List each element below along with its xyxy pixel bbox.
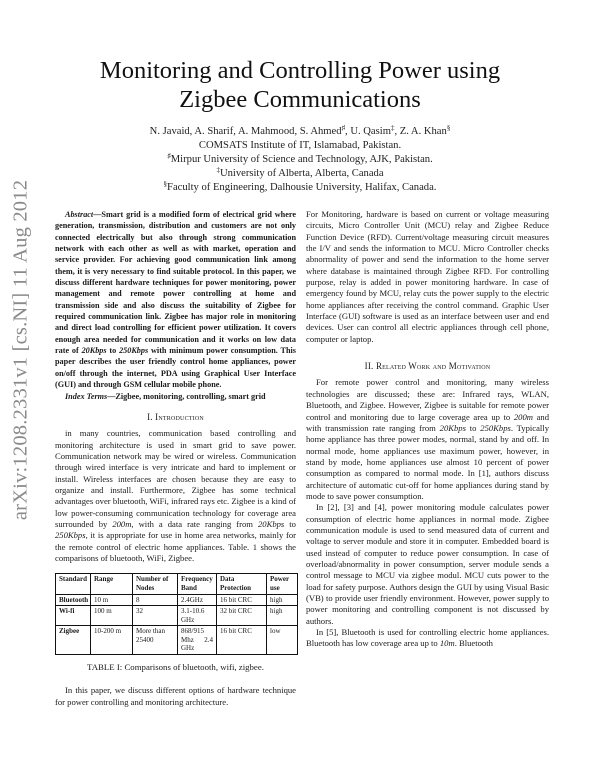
intro-paragraph-2: In this paper, we discuss different options of hardware technique for power controlling and monitoring architecture. — [55, 685, 296, 707]
abstract-text: Smart grid is a modified form of electrical grid where generation, transmission, distribution and customers are not only connected electrically but also through strong communication network with each other as well as with market, operation and service provider. For achieving good communication link among them, it is very necessary to find suitable protocol. In this paper, we discuss different hardware techniques for power monitoring, power management and remote power controlling at home and transmission side and also discuss the suitability of Zigbee for required communication link. Zigbee has major role in monitoring and direct load controlling for efficient power utilization. It covers enough area needed for communication and it works on low data rate of — [55, 210, 296, 356]
abstract-text: with minimum power consumption. This paper describes the user friendly control home appliances, power on/off through the internet, PDA using Graphical User Interface (GUI) and through GSM cellular mobile phone. — [55, 346, 296, 390]
related-paragraph-1 — [306, 377, 549, 502]
intro-paragraph-3: For Monitoring, hardware is based on current or voltage measuring circuits, Micro Controller Unit (MCU) relay and Zigbee Reduce Function Device (RFD). Current/voltage measuring circuit measures the I/V and sends the information to MCU. Micro Controller checks abnormality of power and send the information to the home server where database is maintained through Zigbee RFD. For controlling purpose, relay is added in power monitoring hardware. In case of emergency found by MCU, relay cuts the power supply to the electric home appliances after receiving the control command. Graphic User Interface (GUI) software is used as an interface between user and end devices. User can control all electric appliances through cell phone, computer or laptop. — [306, 209, 549, 344]
affiliation — [80, 181, 520, 195]
section-heading-related-work: II. Related Work and Motivation — [364, 361, 491, 372]
affiliation-text: COMSATS Institute of IT, Islamabad, Pakistan. — [198, 140, 402, 151]
table-header-cell: Power use — [267, 574, 298, 594]
cell-band: 868/915 Mhz 2.4 GHz — [178, 626, 217, 655]
math-rate-high: 250Kbps — [55, 530, 86, 541]
left-column — [55, 209, 296, 708]
section-heading-introduction: I. Introduction — [147, 411, 204, 422]
affil-mark: ♯ — [167, 152, 171, 160]
affiliation — [80, 167, 520, 181]
names-part: , Z. A. Khan — [394, 126, 447, 137]
table-header-cell: Frequency Band — [178, 574, 217, 594]
affil-mark: § — [446, 124, 451, 132]
table-header-cell: Number of Nodes — [133, 574, 178, 594]
dash: — — [93, 210, 102, 219]
intro-paragraph-1 — [55, 428, 296, 564]
abstract-label: Abstract — [65, 210, 94, 219]
title-line-2: Zigbee Communications — [179, 86, 421, 113]
para-text: For remote power control and monitoring, many wireless technologies are discussed; these are: Infrared rays, WLAN, Bluetooth, and Zigbee. However, Zigbee is suitable for remote power control and monitoring due to large coverage area up to — [306, 377, 549, 422]
cell-range: 100 m — [91, 606, 133, 626]
cell-range: 10 m — [91, 594, 133, 606]
affiliation — [80, 139, 520, 153]
arxiv-stamp — [2, 179, 40, 521]
cell-power: high — [267, 594, 298, 606]
comparison-table — [55, 573, 298, 655]
math-range: 200m — [112, 518, 132, 529]
cell-protection: 32 bit CRC — [217, 606, 267, 626]
math-range: 10m — [439, 638, 455, 649]
paper-title — [60, 56, 540, 114]
cell-standard: Bluetooth — [56, 594, 91, 606]
math-rate-high: 250Kbps — [480, 422, 511, 433]
affil-mark: ‡ — [216, 166, 220, 174]
para-text: , with a data rate ranging from — [131, 518, 258, 529]
index-terms-text: Zigbee, monitoring, controlling, smart grid — [115, 391, 266, 401]
para-text: to — [465, 422, 481, 433]
title-line-1: Monitoring and Controlling Power using — [99, 57, 501, 84]
table-header-cell: Standard — [56, 574, 91, 594]
dash: — — [107, 391, 116, 401]
affiliation-text: Faculty of Engineering, Dalhousie University, Halifax, Canada. — [167, 182, 437, 193]
affil-mark: ‡ — [390, 124, 395, 132]
para-text: In [5], Bluetooth is used for controlling electric home appliances. Bluetooth has low coverage area up to — [306, 627, 549, 649]
para-text: , it is appropriate for use in home area networks, mainly for the remote control of electric home appliances. Table. 1 shows the comparisons of bluetooth, WiFi, Zigbee. — [55, 530, 296, 563]
para-text: to — [284, 518, 296, 529]
related-paragraph-2: In [2], [3] and [4], power monitoring module calculates power consumption of electric home appliances in normal mode. Zigbee communication module is used to send measured data of current and voltage to server module and store it in computer. Embedded board is used instead of computer to reduce power consumption. In case of overload/abnormality in power consumption, server module sends a control message to MCU via zigbee modul. MCU cuts power to the load for safety purpose. Authors design the GUI by using Visual Basic (VB) to provide user friendly environment. However, power supply to power monitoring and controlling component is not discussed by authors. — [306, 502, 549, 626]
math-rate-low: 20Kbps — [439, 422, 466, 433]
author-block — [80, 125, 520, 195]
table-header-cell: Range — [91, 574, 133, 594]
cell-standard: Zigbee — [56, 626, 91, 655]
cell-range: 10-200 m — [91, 626, 133, 655]
cell-protection: 16 bit CRC — [217, 626, 267, 655]
affiliation-text: Mirpur University of Science and Technology, AJK, Pakistan. — [170, 154, 433, 165]
para-text: . Bluetooth — [454, 638, 493, 649]
para-text: and with transmission rate ranging from — [306, 411, 549, 433]
index-terms — [55, 391, 296, 402]
table-row — [56, 606, 298, 626]
affiliation — [80, 153, 520, 167]
affil-mark: ♯ — [341, 124, 346, 132]
math-rate-low: 20Kbps — [81, 346, 107, 356]
arxiv-stamp-text: arXiv:1208.2331v1 [cs.NI] 11 Aug 2012 — [9, 179, 32, 521]
table-header-row — [56, 574, 298, 594]
math-range: 200m — [513, 411, 533, 422]
para-text: in many countries, communication based controlling and monitoring architecture is used in smart grid to save power. Communication network may be wired or wireless. Communication through wired interface is very intricate and hard to implement or install. Wireless interfaces are chosen because they are easy to organize and install. Furthermore, Zigbee has some technical advantages over bluetooth, WiFi, infrared rays etc. Zigbee is a kind of low power-consuming communication technology for coverage area surrounded by — [55, 428, 296, 529]
index-terms-label: Index Terms — [65, 391, 108, 401]
cell-nodes: 32 — [133, 606, 178, 626]
math-rate-high: 250Kbps — [119, 346, 149, 356]
right-column — [306, 209, 549, 650]
abstract-text: to — [106, 346, 120, 356]
math-rate-low: 20Kbps — [258, 518, 285, 529]
table-row — [56, 626, 298, 655]
cell-nodes: 8 — [133, 594, 178, 606]
cell-power: high — [267, 606, 298, 626]
table-header-cell: Data Protection — [217, 574, 267, 594]
affil-mark: § — [163, 180, 168, 188]
cell-nodes: More than 25400 — [133, 626, 178, 655]
author-names — [80, 125, 520, 139]
related-paragraph-3 — [306, 627, 549, 650]
cell-band: 3.1-10.6 GHz — [178, 606, 217, 626]
affiliation-text: University of Alberta, Alberta, Canada — [219, 168, 384, 179]
table-row — [56, 594, 298, 606]
cell-standard: Wi-fi — [56, 606, 91, 626]
para-text: . Typically home appliance has three power modes, normal, stand by and off. In normal mode, home appliances use maximum power, however, in stand by mode, home appliances use almost 10 percent of power consumption as compared to normal mode. In [1], authors discuss architecture of automatic cut-off for home appliances during stand by mode to save power consumption. — [306, 422, 549, 501]
cell-protection: 16 bit CRC — [217, 594, 267, 606]
names-part: , U. Qasim — [345, 126, 391, 137]
table-caption: TABLE I: Comparisons of bluetooth, wifi, zigbee. — [87, 662, 264, 673]
names-main: N. Javaid, A. Sharif, A. Mahmood, S. Ahmed — [149, 126, 342, 137]
cell-power: low — [267, 626, 298, 655]
abstract — [55, 209, 296, 391]
cell-band: 2.4GHz — [178, 594, 217, 606]
